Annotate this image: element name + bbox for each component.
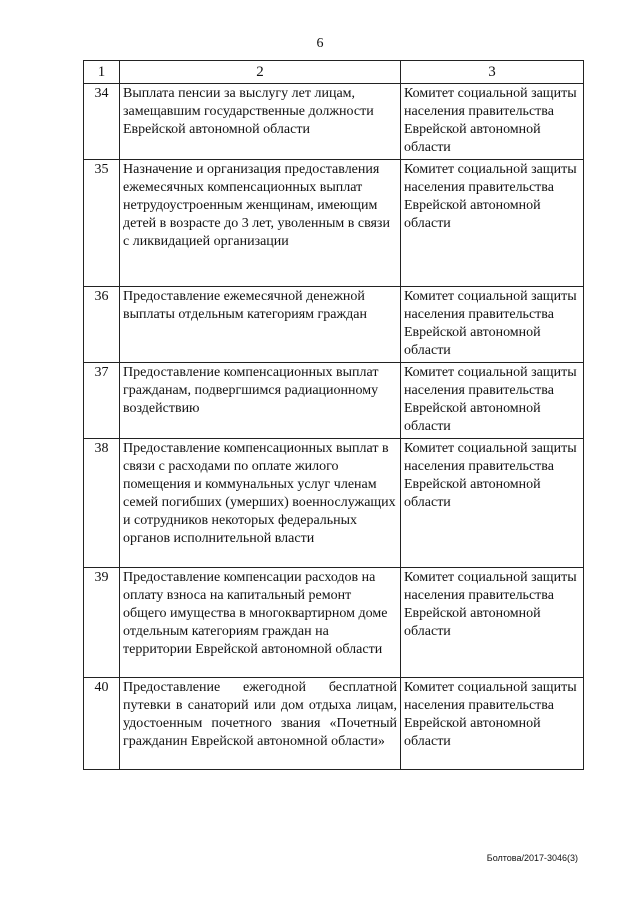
responsible-organization: Комитет социальной защиты населения правительства Еврейской автономной области [401, 160, 584, 287]
table-row [84, 568, 584, 678]
row-number: 39 [84, 568, 120, 678]
page-number: 6 [316, 36, 324, 51]
responsible-organization: Комитет социальной защиты населения правительства Еврейской автономной области [401, 287, 584, 363]
row-number: 37 [84, 363, 120, 439]
row-number: 34 [84, 84, 120, 160]
responsible-organization: Комитет социальной защиты населения правительства Еврейской автономной области [401, 439, 584, 568]
header-col-2: 2 [120, 61, 401, 84]
service-name: Предоставление компенсационных выплат гражданам, подвергшимся радиационному воздействию [120, 363, 401, 439]
service-name: Предоставление компенсационных выплат в связи с расходами по оплате жилого помещения и коммунальных услуг членам семей погибших (умерших) военнослужащих и сотрудников некоторых федеральных органов исполнительной власти [120, 439, 401, 568]
services-table [83, 60, 584, 770]
service-name: Предоставление ежегодной бесплатной путевки в санаторий или дом отдыха лицам, удостоенным почетного звания «Почетный гражданин Еврейской автономной области» [120, 678, 401, 770]
table-row [84, 160, 584, 287]
table-row [84, 84, 584, 160]
table-row [84, 363, 584, 439]
responsible-organization: Комитет социальной защиты населения правительства Еврейской автономной области [401, 84, 584, 160]
table-row [84, 439, 584, 568]
service-name: Назначение и организация предоставления ежемесячных компенсационных выплат нетрудоустроенным женщинам, имеющим детей в возрасте до 3 лет, уволенным в связи с ликвидацией организации [120, 160, 401, 287]
row-number: 35 [84, 160, 120, 287]
row-number: 40 [84, 678, 120, 770]
service-name: Предоставление компенсации расходов на оплату взноса на капитальный ремонт общего имущества в многоквартирном доме отдельным категориям граждан на территории Еврейской автономной области [120, 568, 401, 678]
responsible-organization: Комитет социальной защиты населения правительства Еврейской автономной области [401, 363, 584, 439]
service-name: Выплата пенсии за выслугу лет лицам, замещавшим государственные должности Еврейской автономной области [120, 84, 401, 160]
row-number: 36 [84, 287, 120, 363]
row-number: 38 [84, 439, 120, 568]
table-row [84, 678, 584, 770]
responsible-organization: Комитет социальной защиты населения правительства Еврейской автономной области [401, 678, 584, 770]
table-row [84, 287, 584, 363]
table-header-row [84, 61, 584, 84]
service-name: Предоставление ежемесячной денежной выплаты отдельным категориям граждан [120, 287, 401, 363]
header-col-1: 1 [84, 61, 120, 84]
header-col-3: 3 [401, 61, 584, 84]
document-registration-code: Болтова/2017-3046(3) [486, 853, 578, 863]
responsible-organization: Комитет социальной защиты населения правительства Еврейской автономной области [401, 568, 584, 678]
